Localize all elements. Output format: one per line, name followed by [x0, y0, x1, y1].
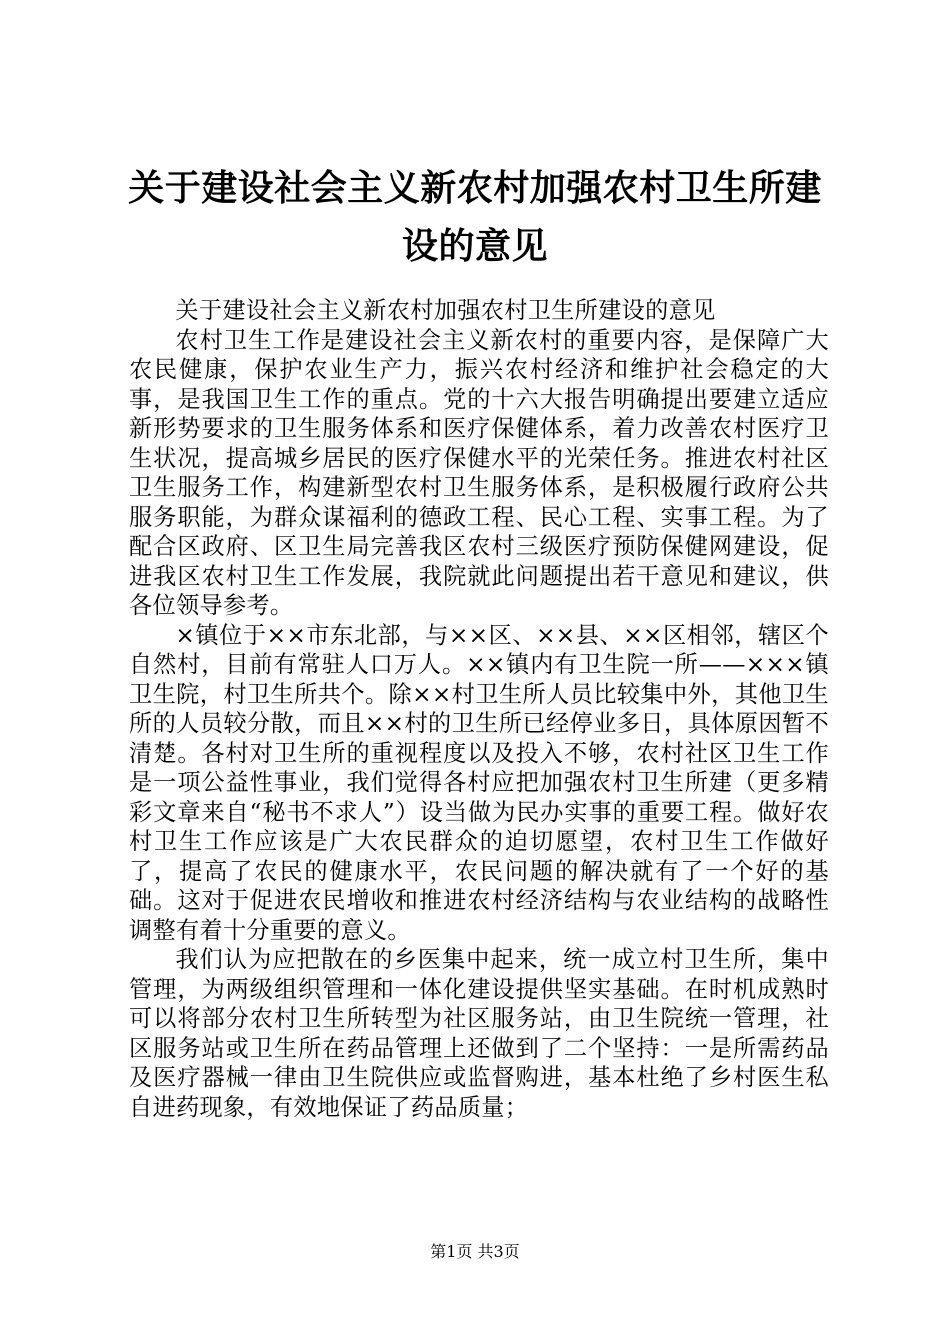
- paragraph-heading-repeat: 关于建设社会主义新农村加强农村卫生所建设的意见: [175, 297, 716, 324]
- paragraph-recommendations: 我们认为应把散在的乡医集中起来，统一成立村卫生所，集中管理，为两级组织管理和一体化建设提供坚实基础。在时机成熟时可以将部分农村卫生所转型为社区服务站，由卫生院统一管理，社区服务站或卫生所在药品管理上还做到了二个坚持：一是所需药品及医疗器械一律由卫生院供应或监督购进，基本杜绝了乡村医生私自进药现象，有效地保证了药品质量；: [129, 946, 829, 1121]
- paragraph-intro: 农村卫生工作是建设社会主义新农村的重要内容，是保障广大农民健康，保护农业生产力，振兴农村经济和维护社会稳定的大事，是我国卫生工作的重点。党的十六大报告明确提出要建立适应新形势要求的卫生服务体系和医疗保健体系，着力改善农村医疗卫生状况，提高城乡居民的医疗保健水平的光荣任务。推进农村社区卫生服务工作，构建新型农村卫生服务体系，是积极履行政府公共服务职能，为群众谋福利的德政工程、民心工程、实事工程。为了配合区政府、区卫生局完善我区农村三级医疗预防保健网建设，促进我区农村卫生工作发展，我院就此问题提出若干意见和建议，供各位领导参考。: [129, 326, 829, 619]
- paragraph-town-overview: ×镇位于××市东北部，与××区、××县、××区相邻，辖区个自然村，目前有常驻人口万人。××镇内有卫生院一所——×××镇卫生院，村卫生所共个。除××村卫生所人员比较集中外，其他卫生所的人员较分散，而且××村的卫生所已经停业多日，具体原因暂不清楚。各村对卫生所的重视程度以及投入不够，农村社区卫生工作是一项公益性事业，我们觉得各村应把加强农村卫生所建（更多精彩文章来自“秘书不求人”）设当做为民办实事的重要工程。做好农村卫生工作应该是广大农民群众的迫切愿望，农村卫生工作做好了，提高了农民的健康水平，农民问题的解决就有了一个好的基础。这对于促进农民增收和推进农村经济结构与农业结构的战略性调整有着十分重要的意义。: [129, 621, 829, 944]
- document-body: [129, 296, 829, 1122]
- page-number-footer: 第1页 共3页: [430, 1242, 520, 1261]
- document-title: 关于建设社会主义新农村加强农村卫生所建设的意见: [128, 168, 822, 267]
